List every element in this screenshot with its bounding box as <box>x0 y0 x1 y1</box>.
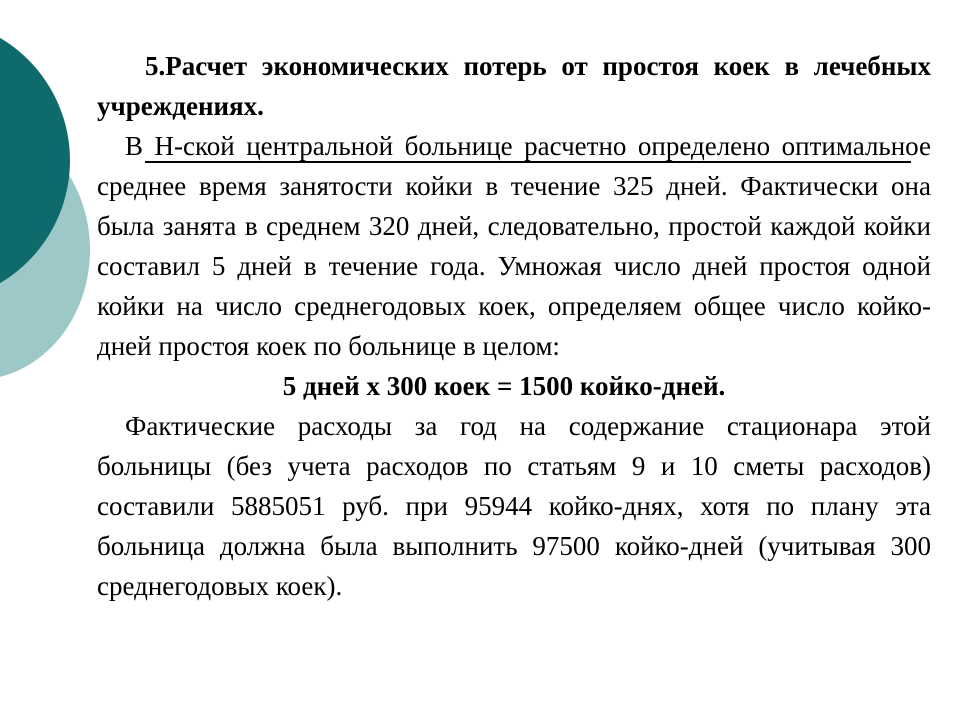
slide-title: 5.Расчет экономических потерь от простоя коек в лечебных учреждениях. <box>97 51 931 121</box>
paragraph-1-text: В Н-ской центральной больнице расчетно определено оптимальное среднее время занятости койки в течение 325 дней. Фактически она была занята в среднем 320 дней, следовательно, простой каждой койки составил 5 дней в течение года. Умножая число дней простоя одной койки на число среднегодовых коек, определяем общее число койко-дней простоя коек по больнице в целом: <box>97 131 931 361</box>
formula: 5 дней х 300 коек = 1500 койко-дней. <box>282 371 726 401</box>
slide-content <box>97 46 931 606</box>
paragraph-1 <box>97 126 931 366</box>
underline-rule <box>145 161 911 163</box>
paragraph-2: Фактические расходы за год на содержание стационара этой больницы (без учета расходов по статьям 9 и 10 сметы расходов) составили 5885051 руб. при 95944 койко-днях, хотя по плану эта больница должна была выполнить 97500 койко-дней (учитывая 300 среднегодовых коек). <box>97 411 931 601</box>
